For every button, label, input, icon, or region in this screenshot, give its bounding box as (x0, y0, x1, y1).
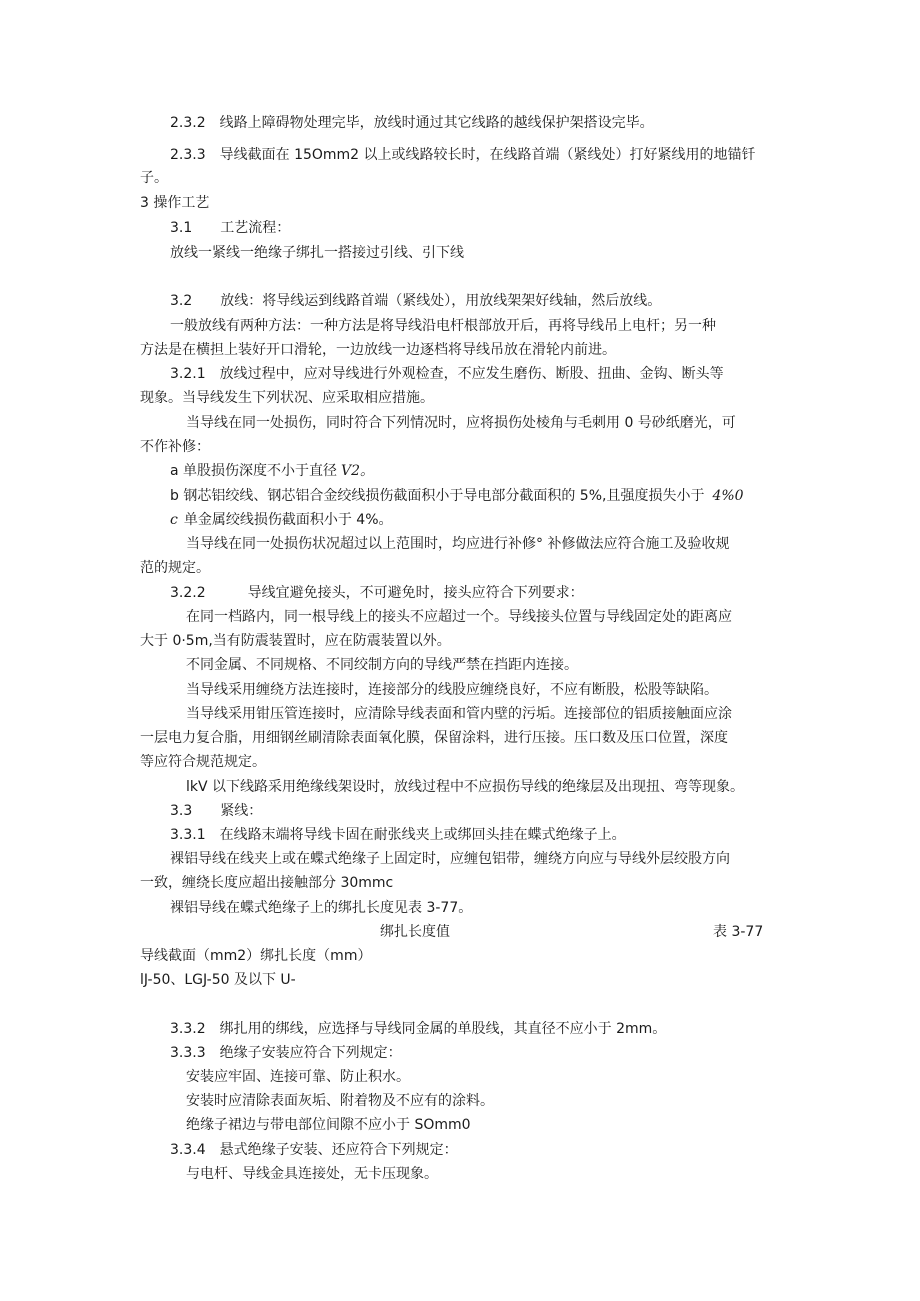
clause-3-3-2: 3.3.2 绑扎用的绑线，应选择与导线同金属的单股线，其直径不应小于 2mm。 (170, 1021, 667, 1037)
list-item: 安装应牢固、连接可靠、防止积水。 (186, 1069, 410, 1085)
paragraph-line: 现象。当导线发生下列状况、应采取相应措施。 (140, 390, 434, 406)
paragraph-line: 一层电力复合脂，用细钢丝刷清除表面氧化膜，保留涂料，进行压接。压口数及压口位置，深度 (140, 730, 728, 746)
table-header: 导线截面（mm2）绑扎长度（mm） (140, 948, 372, 964)
paragraph-line: 当导线在同一处损伤状况超过以上范围时，均应进行补修° 补修做法应符合施工及验收规 (186, 536, 730, 552)
item-c (170, 510, 393, 530)
item-b (170, 486, 744, 506)
item-b-text: b 钢芯铝绞线、钢芯铝合金绞线损伤截面积小于导电部分截面积的 5%,且强度损失小于 (170, 488, 705, 504)
item-c-letter: c (170, 512, 178, 528)
table-title: 绑扎长度值 (380, 924, 450, 940)
paragraph-line: 方法是在横担上装好开口滑轮，一边放线一边逐档将导线吊放在滑轮内前进。 (140, 342, 616, 358)
paragraph-line: 不同金属、不同规格、不同绞制方向的导线严禁在挡距内连接。 (186, 657, 578, 673)
paragraph-line: 范的规定。 (140, 560, 210, 576)
clause-3-2-2: 3.2.2 导线宜避免接头，不可避免时，接头应符合下列要求： (170, 585, 584, 601)
paragraph-line: 一致，缠绕长度应超出接触部分 30mmc (140, 875, 394, 891)
clause-2-3-2: 2.3.2 线路上障碍物处理完毕，放线时通过其它线路的越线保护架搭设完毕。 (170, 115, 654, 131)
clause-3-2: 3.2 放线：将导线运到线路首端（紧线处），用放线架架好线轴，然后放线。 (170, 293, 662, 309)
clause-3-2-1: 3.2.1 放线过程中，应对导线进行外观检查，不应发生磨伤、断股、扭曲、金钩、断头等 (170, 366, 724, 382)
paragraph-line: 不作补修： (140, 439, 210, 455)
paragraph-line: 大于 0·5m,当有防震装置时，应在防震装置以外。 (140, 633, 451, 649)
clause-3-1: 3.1 工艺流程： (170, 220, 291, 236)
table-row: lJ-50、LGJ-50 及以下 U- (140, 972, 296, 988)
list-item: 与电杆、导线金具连接处，无卡压现象。 (186, 1166, 438, 1182)
process-flow: 放线一紧线一绝缘子绑扎一搭接过引线、引下线 (170, 245, 464, 261)
clause-3-3-4: 3.3.4 悬式绝缘子安装、还应符合下列规定： (170, 1142, 458, 1158)
paragraph-line: lkV 以下线路采用绝缘线架设时，放线过程中不应损伤导线的绝缘层及出现扭、弯等现象。 (186, 779, 745, 795)
item-a-value: V2。 (341, 463, 375, 479)
clause-2-3-3-cont: 子。 (140, 170, 168, 186)
item-c-text: 单金属绞线损伤截面积小于 4%。 (183, 512, 393, 528)
paragraph-line: 裸铝导线在蝶式绝缘子上的绑扎长度见表 3-77。 (170, 900, 473, 916)
item-a-text: a 单股损伤深度不小于直径 (170, 463, 338, 479)
paragraph-line: 等应符合规范规定。 (140, 754, 266, 770)
clause-3-3-3: 3.3.3 绝缘子安装应符合下列规定： (170, 1045, 402, 1061)
section-3-heading: 3 操作工艺 (140, 195, 210, 211)
clause-2-3-3: 2.3.3 导线截面在 15Omm2 以上或线路较长时，在线路首端（紧线处）打好紧线用的地锚钎 (170, 147, 756, 163)
list-item: 安装时应清除表面灰垢、附着物及不应有的涂料。 (186, 1093, 494, 1109)
item-b-value: 4%0 (712, 488, 744, 504)
table-number: 表 3-77 (713, 924, 764, 940)
clause-3-3: 3.3 紧线： (170, 803, 263, 819)
paragraph-line: 当导线在同一处损伤，同时符合下列情况时，应将损伤处棱角与毛刺用 0 号砂纸磨光，可 (186, 415, 736, 431)
paragraph-line: 当导线采用缠绕方法连接时，连接部分的线股应缠绕良好，不应有断股，松股等缺陷。 (186, 682, 718, 698)
list-item: 绝缘子裙边与带电部位间隙不应小于 SOmm0 (186, 1117, 471, 1133)
paragraph-line: 裸铝导线在线夹上或在蝶式绝缘子上固定时，应缠包铝带，缠绕方向应与导线外层绞股方向 (170, 851, 730, 867)
clause-3-3-1: 3.3.1 在线路末端将导线卡固在耐张线夹上或绑回头挂在蝶式绝缘子上。 (170, 827, 626, 843)
item-a (170, 461, 374, 481)
paragraph-line: 在同一档路内，同一根导线上的接头不应超过一个。导线接头位置与导线固定处的距离应 (186, 609, 732, 625)
paragraph-line: 一般放线有两种方法：一种方法是将导线沿电杆根部放开后，再将导线吊上电杆；另一种 (170, 318, 716, 334)
paragraph-line: 当导线采用钳压管连接时，应清除导线表面和管内壁的污垢。连接部位的铝质接触面应涂 (186, 706, 732, 722)
